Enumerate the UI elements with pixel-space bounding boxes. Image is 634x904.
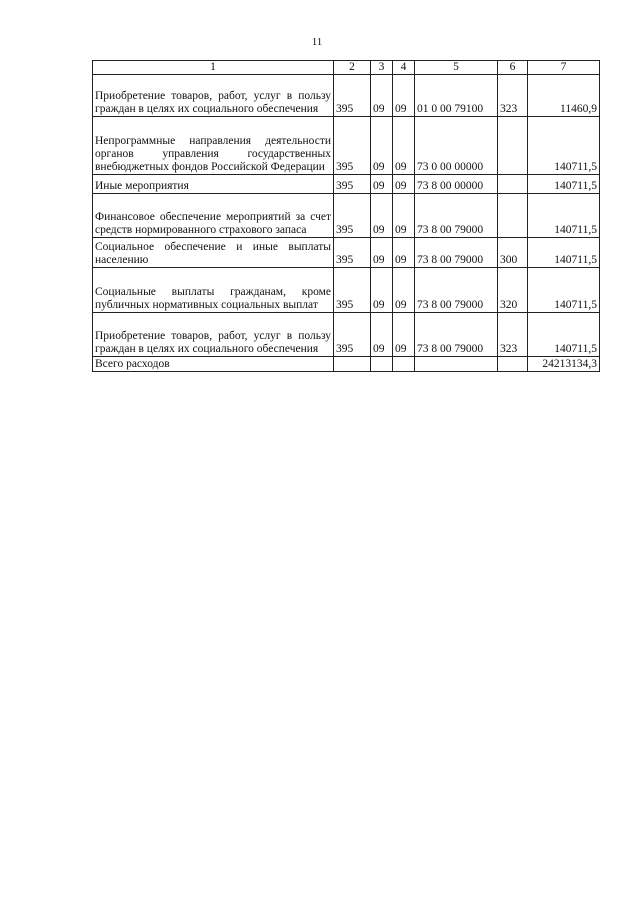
total-row bbox=[93, 357, 600, 372]
cell-code-4: 09 bbox=[393, 194, 415, 238]
cell-code-2: 395 bbox=[334, 75, 371, 117]
header-cell-6: 6 bbox=[498, 61, 528, 75]
header-cell-1: 1 bbox=[93, 61, 334, 75]
total-empty-cell bbox=[371, 357, 393, 372]
row-name: Социальные выплаты гражданам, кроме публичных нормативных социальных выплат bbox=[93, 268, 334, 313]
cell-code-5: 01 0 00 79100 bbox=[415, 75, 498, 117]
table-row bbox=[93, 268, 600, 313]
cell-code-6 bbox=[498, 194, 528, 238]
header-cell-7: 7 bbox=[528, 61, 600, 75]
table-row bbox=[93, 194, 600, 238]
row-name: Приобретение товаров, работ, услуг в пользу граждан в целях их социального обеспечения bbox=[93, 75, 334, 117]
cell-amount: 140711,5 bbox=[528, 268, 600, 313]
table-row bbox=[93, 175, 600, 194]
table-row bbox=[93, 117, 600, 175]
cell-code-2: 395 bbox=[334, 194, 371, 238]
cell-code-4: 09 bbox=[393, 117, 415, 175]
cell-code-6: 323 bbox=[498, 313, 528, 357]
cell-code-2: 395 bbox=[334, 238, 371, 268]
cell-code-2: 395 bbox=[334, 175, 371, 194]
cell-code-2: 395 bbox=[334, 117, 371, 175]
cell-amount: 11460,9 bbox=[528, 75, 600, 117]
table-row bbox=[93, 75, 600, 117]
row-name: Непрограммные направления деятельности органов управления государственных внебюджетных фондов Российской Федерации bbox=[93, 117, 334, 175]
cell-code-4: 09 bbox=[393, 238, 415, 268]
row-name: Финансовое обеспечение мероприятий за счет средств нормированного страхового запаса bbox=[93, 194, 334, 238]
cell-code-3: 09 bbox=[371, 194, 393, 238]
cell-code-6 bbox=[498, 117, 528, 175]
header-cell-3: 3 bbox=[371, 61, 393, 75]
header-row bbox=[93, 61, 600, 75]
cell-amount: 140711,5 bbox=[528, 175, 600, 194]
cell-code-5: 73 8 00 79000 bbox=[415, 238, 498, 268]
header-cell-5: 5 bbox=[415, 61, 498, 75]
row-name: Приобретение товаров, работ, услуг в пользу граждан в целях их социального обеспечения bbox=[93, 313, 334, 357]
cell-code-6 bbox=[498, 175, 528, 194]
cell-code-3: 09 bbox=[371, 117, 393, 175]
cell-code-5: 73 0 00 00000 bbox=[415, 117, 498, 175]
total-empty-cell bbox=[415, 357, 498, 372]
cell-amount: 140711,5 bbox=[528, 194, 600, 238]
row-name: Социальное обеспечение и иные выплаты населению bbox=[93, 238, 334, 268]
cell-code-4: 09 bbox=[393, 313, 415, 357]
cell-code-2: 395 bbox=[334, 268, 371, 313]
total-label: Всего расходов bbox=[93, 357, 334, 372]
cell-code-5: 73 8 00 79000 bbox=[415, 194, 498, 238]
total-empty-cell bbox=[334, 357, 371, 372]
page-number: 11 bbox=[311, 36, 323, 48]
table-row bbox=[93, 313, 600, 357]
cell-code-5: 73 8 00 00000 bbox=[415, 175, 498, 194]
cell-code-3: 09 bbox=[371, 268, 393, 313]
cell-amount: 140711,5 bbox=[528, 117, 600, 175]
header-cell-4: 4 bbox=[393, 61, 415, 75]
header-cell-2: 2 bbox=[334, 61, 371, 75]
row-name: Иные мероприятия bbox=[93, 175, 334, 194]
cell-code-3: 09 bbox=[371, 75, 393, 117]
budget-table bbox=[92, 60, 600, 372]
cell-code-6: 320 bbox=[498, 268, 528, 313]
cell-amount: 140711,5 bbox=[528, 238, 600, 268]
total-empty-cell bbox=[498, 357, 528, 372]
cell-code-2: 395 bbox=[334, 313, 371, 357]
cell-code-3: 09 bbox=[371, 175, 393, 194]
cell-code-3: 09 bbox=[371, 238, 393, 268]
cell-code-5: 73 8 00 79000 bbox=[415, 268, 498, 313]
cell-code-5: 73 8 00 79000 bbox=[415, 313, 498, 357]
cell-amount: 140711,5 bbox=[528, 313, 600, 357]
cell-code-4: 09 bbox=[393, 75, 415, 117]
cell-code-6: 300 bbox=[498, 238, 528, 268]
total-amount: 24213134,3 bbox=[528, 357, 600, 372]
cell-code-4: 09 bbox=[393, 268, 415, 313]
cell-code-4: 09 bbox=[393, 175, 415, 194]
table-row bbox=[93, 238, 600, 268]
total-empty-cell bbox=[393, 357, 415, 372]
cell-code-6: 323 bbox=[498, 75, 528, 117]
cell-code-3: 09 bbox=[371, 313, 393, 357]
